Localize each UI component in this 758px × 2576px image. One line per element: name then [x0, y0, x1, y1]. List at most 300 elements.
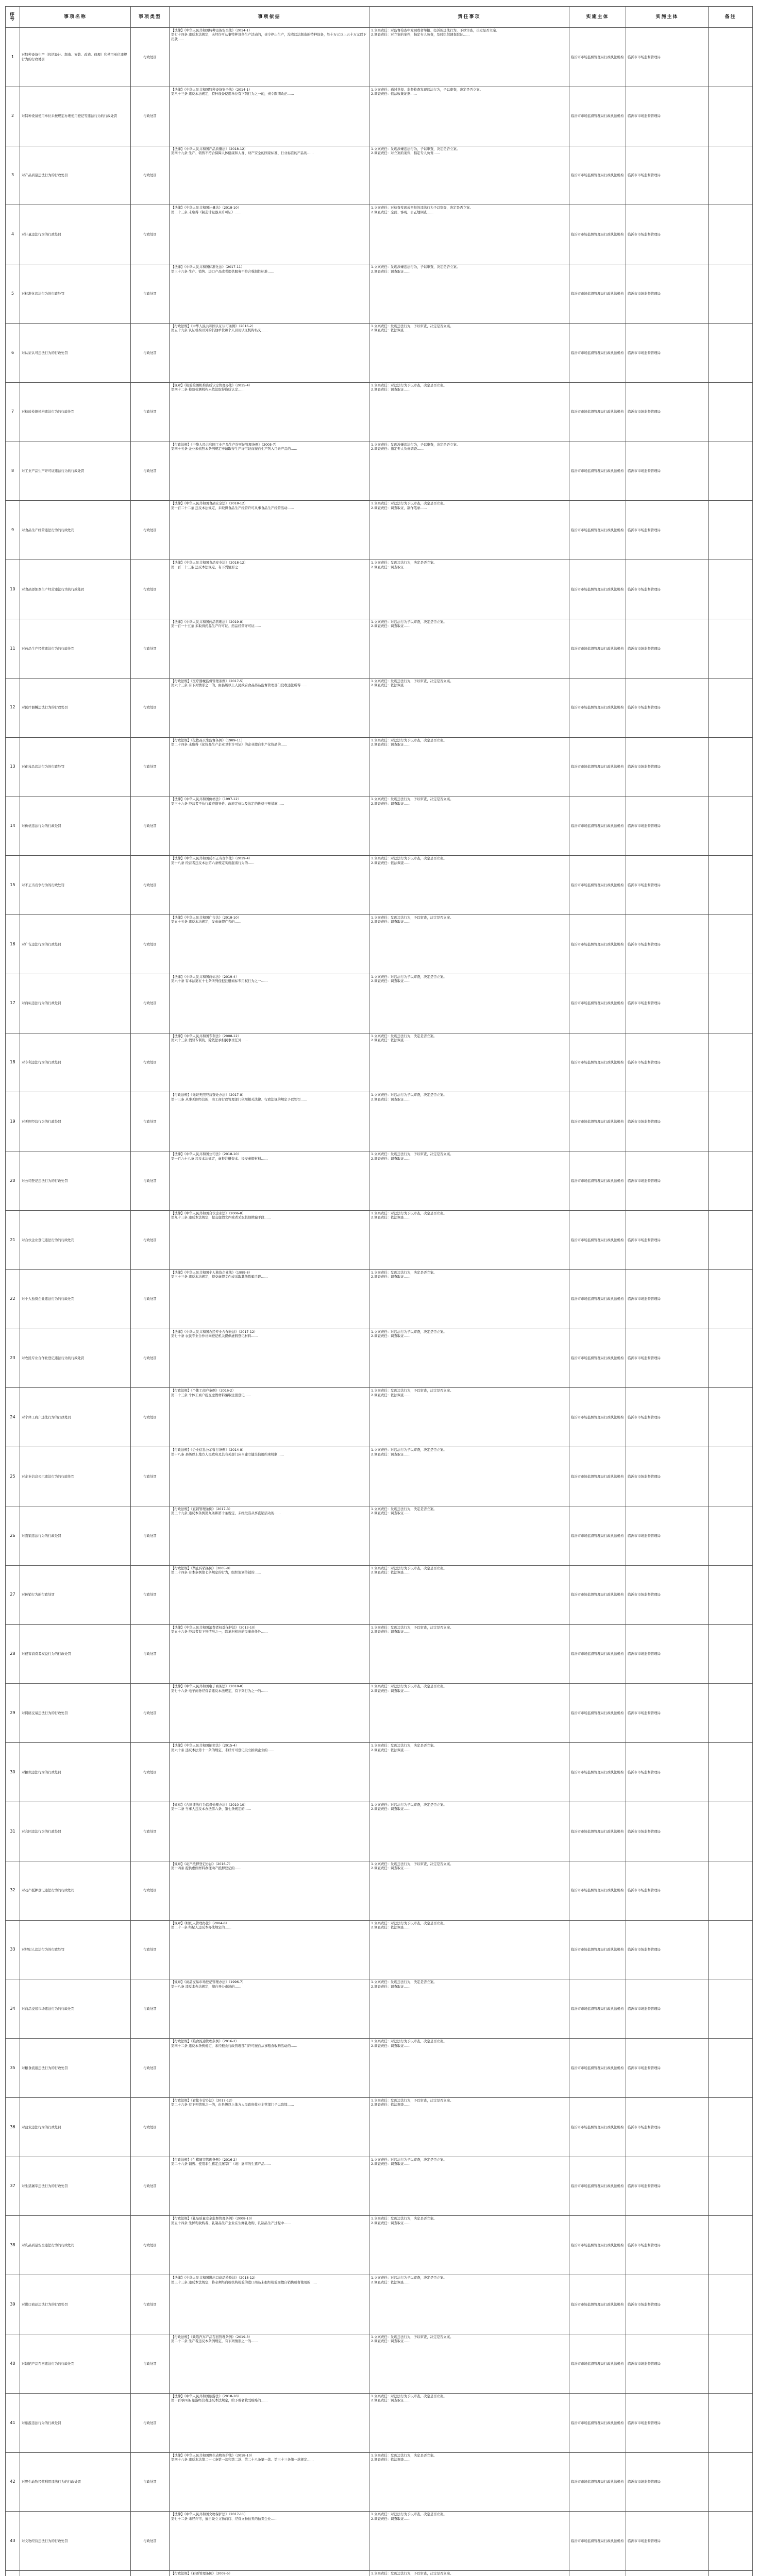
legal-basis: 【法律】《中华人民共和国计量法》（2018-10） 第二十三条 未取得《制造计量器具许可证》……: [170, 205, 369, 264]
item-name: 对标准化违法行为的行政处罚: [20, 264, 131, 324]
header-row: [6, 7, 753, 28]
row-index: 35: [6, 2039, 20, 2098]
department: 临沂市市场监督管理局: [626, 1565, 709, 1624]
responsibility-text: 1.立案责任：发现违法行为，予以审查，决定是否立案。 2.调查责任：依法调查……: [369, 678, 569, 737]
responsibility-text: 1.立案责任：通过举报、监督检查发现违法行为，予以审查，决定是否立案。 2.调查责任：依法收集证据……: [369, 87, 569, 146]
row-index: 19: [6, 1092, 20, 1151]
implementing-body: 临沂市市场监督管理局行政执法机构: [569, 1210, 626, 1269]
table-row: [6, 1329, 753, 1388]
implementing-body: 临沂市市场监督管理局行政执法机构: [569, 1151, 626, 1211]
remarks: [709, 442, 753, 501]
legal-basis: 【行政法规】《无证无照经营查处办法》（2017-8） 第十三条 从事无照经营的，由工商行政管理部门依照相关法律、行政法规的规定予以处罚……: [170, 1092, 369, 1151]
item-type: 行政处罚: [131, 560, 170, 619]
row-index: 13: [6, 737, 20, 796]
responsibility-text: 1.立案责任：发现违法行为，决定是否立案。 2.调查责任：依法调查……: [369, 1033, 569, 1092]
item-type: 行政处罚: [131, 2157, 170, 2216]
table-row: [6, 382, 753, 442]
remarks: [709, 2393, 753, 2452]
responsibility-text: 1.立案责任：对违法行为予以审查，决定是否立案。 2.调查责任：调查取证……: [369, 2512, 569, 2571]
department: 临沂市市场监督管理局: [626, 2275, 709, 2334]
implementing-body: 临沂市市场监督管理局行政执法机构: [569, 2452, 626, 2512]
department: 临沂市市场监督管理局: [626, 2334, 709, 2394]
implementing-body: 临沂市市场监督管理局行政执法机构: [569, 2216, 626, 2275]
remarks: [709, 1684, 753, 1743]
department: 临沂市市场监督管理局: [626, 796, 709, 856]
table-row: [6, 1979, 753, 2039]
responsibility-text: 1.立案责任：发现违法行为，决定是否立案。 2.调查责任：调查取证……: [369, 1506, 569, 1565]
row-index: 1: [6, 28, 20, 87]
legal-basis: 【规章】《合同违法行为监督处理办法》（2010-10） 第十二条 当事人违反本办法第六条、第七条规定的……: [170, 1802, 369, 1861]
responsibility-text: 1.立案责任：对违法行为予以审查，决定是否立案。 2.调查责任：调查取证……: [369, 1329, 569, 1388]
table-row: [6, 1861, 753, 1920]
responsibility-text: 1.立案责任：对违法行为予以审查，决定是否立案。 2.调查责任：依法调查……: [369, 856, 569, 915]
row-index: 30: [6, 1743, 20, 1802]
remarks: [709, 28, 753, 87]
header-type: 事项类型: [131, 7, 170, 28]
responsibility-text: 1.立案责任：发现违法行为，决定是否立案。 2.调查责任：依法调查……: [369, 1743, 569, 1802]
item-type: 行政处罚: [131, 1861, 170, 1920]
remarks: [709, 1210, 753, 1269]
item-name: 对公司登记违法行为的行政处罚: [20, 1151, 131, 1211]
remarks: [709, 1269, 753, 1329]
table-row: [6, 2039, 753, 2098]
row-index: 39: [6, 2275, 20, 2334]
item-type: 行政处罚: [131, 2275, 170, 2334]
item-name: 对网络交易违法行为的行政处罚: [20, 1684, 131, 1743]
item-name: [20, 2571, 131, 2576]
row-index: 17: [6, 974, 20, 1033]
responsibility-text: 1.立案责任：发现违法行为，决定是否立案。 2.调查责任：调查取证……: [369, 2216, 569, 2275]
item-name: 对医疗器械违法行为的行政处罚: [20, 678, 131, 737]
item-type: 行政处罚: [131, 1092, 170, 1151]
remarks: [709, 2275, 753, 2334]
legal-basis: 【法律】《中华人民共和国食品安全法》（2018-12） 第一百二十二条 违反本法规定，未取得食品生产经营许可从事食品生产经营活动……: [170, 501, 369, 560]
responsibility-text: 1.立案责任：发现涉嫌违法行为，予以审查，决定是否立案。 2.调查责任：指定专人负责调查……: [369, 442, 569, 501]
department: 临沂市市场监督管理局: [626, 501, 709, 560]
item-type: 行政处罚: [131, 323, 170, 382]
responsibility-text: 1.立案责任：对违法行为予以审查，决定是否立案。 2.调查责任：依法调查……: [369, 1565, 569, 1624]
implementing-body: 临沂市市场监督管理局行政执法机构: [569, 146, 626, 205]
department: 临沂市市场监督管理局: [626, 1743, 709, 1802]
table-row: [6, 2452, 753, 2512]
row-index: 33: [6, 1920, 20, 1979]
responsibility-text: 1.立案责任：对违法行为予以审查，决定是否立案。 2.调查责任：依法调查……: [369, 1210, 569, 1269]
item-name: 对个人独资企业违法行为的行政处罚: [20, 1269, 131, 1329]
implementing-body: 临沂市市场监督管理局行政执法机构: [569, 1684, 626, 1743]
responsibility-text: 1.立案责任：对违法行为予以审查，决定是否立案。 2.调查责任：调查取证……: [369, 2157, 569, 2216]
row-index: 41: [6, 2393, 20, 2452]
responsibility-text: 1.立案责任：发现违法行为，决定是否立案。 2.调查责任：调查取证……: [369, 1979, 569, 2039]
item-name: 对缺陷产品召回违法行为的行政处罚: [20, 2334, 131, 2394]
department: 临沂市市场监督管理局: [626, 323, 709, 382]
row-index: 3: [6, 146, 20, 205]
legal-basis: 【法律】《中华人民共和国拍卖法》（2015-4） 第六十条 违反本法第十一条的规定，未经许可登记设立拍卖企业的……: [170, 1743, 369, 1802]
remarks: [709, 914, 753, 974]
responsibility-text: 1.立案责任：发现违法行为，予以审查，决定是否立案。 2.调查责任：调查取证……: [369, 914, 569, 974]
table-row: [6, 205, 753, 264]
item-name: 对旅游违法行为的行政处罚: [20, 2393, 131, 2452]
legal-basis: 【行政法规】《乳品质量安全监督管理条例》（2008-10） 第五十四条 生鲜乳收购者、乳制品生产企业在生鲜乳收购、乳制品生产过程中……: [170, 2216, 369, 2275]
implementing-body: 临沂市市场监督管理局行政执法机构: [569, 2512, 626, 2571]
item-type: 行政处罚: [131, 1802, 170, 1861]
responsibility-text: 1.立案责任：发现违法行为，予以审查，决定是否立案。 2.调查责任：调查取证……: [369, 1151, 569, 1211]
table-row: [6, 1151, 753, 1211]
department: 临沂市市场监督管理局: [626, 1506, 709, 1565]
row-index: 42: [6, 2452, 20, 2512]
header-dept: 实施主体: [626, 7, 709, 28]
legal-basis: 【法律】《中华人民共和国消费者权益保护法》（2013-10） 第五十六条 经营者有下列情形之一，除承担相应的民事责任外……: [170, 1624, 369, 1684]
responsibility-text: 1.立案责任：对违法行为予以审查，决定是否立案。 2.调查责任：调查取证……: [369, 619, 569, 678]
remarks: [709, 1802, 753, 1861]
remarks: [709, 2216, 753, 2275]
item-name: 对特种设备生产（包括设计、制造、安装、改造、修理）和使用单位违规行为的行政处罚: [20, 28, 131, 87]
responsibility-text: 1.立案责任：发现违法行为，决定是否立案。 2.调查责任：调查取证……: [369, 1269, 569, 1329]
table-row: [6, 737, 753, 796]
department: 临沂市市场监督管理局: [626, 382, 709, 442]
legal-basis: 【行政法规】《禁止传销条例》（2005-8） 第二十四条 有本条例第七条规定的行为，组织策划传销的……: [170, 1565, 369, 1624]
item-type: 行政处罚: [131, 2452, 170, 2512]
table-row: [6, 1388, 753, 1447]
department: [626, 2571, 709, 2576]
remarks: [709, 1565, 753, 1624]
item-type: 行政处罚: [131, 1565, 170, 1624]
responsibility-text: 1.立案责任：对违法行为予以审查，决定是否立案。 2.调查责任：调查取证……: [369, 1684, 569, 1743]
legal-basis: 【规章】《经纪人管理办法》（2004-8） 第二十一条 经纪人违反本办法规定的……: [170, 1920, 369, 1979]
legal-basis: 【法律】《中华人民共和国产品质量法》（2018-12） 第四十九条 生产、销售不符合保障人体健康和人身、财产安全的国家标准、行业标准的产品的……: [170, 146, 369, 205]
enforcement-table: [5, 6, 753, 2576]
item-type: 行政处罚: [131, 678, 170, 737]
responsibility-text: 1.立案责任：发现违法行为，予以审查，决定是否立案。 2.调查责任：调查取证……: [369, 796, 569, 856]
item-name: 对经纪人违法行为的行政处罚: [20, 1920, 131, 1979]
department: 临沂市市场监督管理局: [626, 1151, 709, 1211]
department: 临沂市市场监督管理局: [626, 1802, 709, 1861]
table-row: [6, 1684, 753, 1743]
item-name: 对文物经营违法行为的行政处罚: [20, 2512, 131, 2571]
responsibility-text: 1.立案责任：对违法行为予以审查，决定是否立案。 2.调查责任：调查取证……: [369, 2393, 569, 2452]
item-type: 行政处罚: [131, 146, 170, 205]
legal-basis: 【法律】《中华人民共和国药品管理法》（2019-8） 第一百一十五条 未取得药品生产许可证、药品经营许可证……: [170, 619, 369, 678]
department: 临沂市市场监督管理局: [626, 28, 709, 87]
row-index: 15: [6, 856, 20, 915]
item-type: 行政处罚: [131, 796, 170, 856]
department: 临沂市市场监督管理局: [626, 1447, 709, 1506]
department: 临沂市市场监督管理局: [626, 264, 709, 324]
implementing-body: 临沂市市场监督管理局行政执法机构: [569, 1506, 626, 1565]
table-row: [6, 1269, 753, 1329]
implementing-body: 临沂市市场监督管理局行政执法机构: [569, 856, 626, 915]
responsibility-text: 1.立案责任：发现违法行为，予以审查，决定是否立案。 2.调查责任：依法调查……: [369, 2097, 569, 2157]
implementing-body: 临沂市市场监督管理局行政执法机构: [569, 501, 626, 560]
department: 临沂市市场监督管理局: [626, 619, 709, 678]
department: 临沂市市场监督管理局: [626, 1210, 709, 1269]
department: 临沂市市场监督管理局: [626, 146, 709, 205]
responsibility-text: 1.立案责任：对检查发现或举报的违法行为予以审查，决定是否立案。 2.调查责任：全面、客观、公正地调查……: [369, 205, 569, 264]
table-row: [6, 2393, 753, 2452]
responsibility-text: 1.立案责任：发现违法行为，予以审查，决定是否立案。 2.调查责任：调查取证……: [369, 1861, 569, 1920]
department: 临沂市市场监督管理局: [626, 2157, 709, 2216]
implementing-body: 临沂市市场监督管理局行政执法机构: [569, 382, 626, 442]
remarks: [709, 2157, 753, 2216]
responsibility-text: 1.立案责任：对违法行为予以审查，决定是否立案。 2.调查责任：调查取证，制作笔录……: [369, 501, 569, 560]
row-index: 18: [6, 1033, 20, 1092]
responsibility-text: 1.立案责任：对违法行为予以审查，决定是否立案。 2.调查责任：调查取证……: [369, 1802, 569, 1861]
header-idx: 序号: [6, 7, 20, 28]
implementing-body: 临沂市市场监督管理局行政执法机构: [569, 1624, 626, 1684]
item-type: [131, 2571, 170, 2576]
item-name: 对检验检测机构违法行为的行政处罚: [20, 382, 131, 442]
implementing-body: 临沂市市场监督管理局行政执法机构: [569, 1565, 626, 1624]
item-name: 对生猪屠宰违法行为的行政处罚: [20, 2157, 131, 2216]
item-name: 对商标违法行为的行政处罚: [20, 974, 131, 1033]
table-row: [6, 619, 753, 678]
legal-basis: 【行政法规】《化妆品卫生监督条例》（1989-11） 第二十四条 未取得《化妆品生产企业卫生许可证》的企业擅自生产化妆品的……: [170, 737, 369, 796]
remarks: [709, 146, 753, 205]
item-type: 行政处罚: [131, 737, 170, 796]
implementing-body: 临沂市市场监督管理局行政执法机构: [569, 264, 626, 324]
row-index: 21: [6, 1210, 20, 1269]
implementing-body: 临沂市市场监督管理局行政执法机构: [569, 1269, 626, 1329]
remarks: [709, 1920, 753, 1979]
remarks: [709, 323, 753, 382]
header-responsibility: 责任事项: [369, 7, 569, 28]
remarks: [709, 619, 753, 678]
implementing-body: [569, 2571, 626, 2576]
implementing-body: 临沂市市场监督管理局行政执法机构: [569, 1033, 626, 1092]
row-index: 31: [6, 1802, 20, 1861]
department: 临沂市市场监督管理局: [626, 1388, 709, 1447]
row-index: 22: [6, 1269, 20, 1329]
implementing-body: 临沂市市场监督管理局行政执法机构: [569, 442, 626, 501]
item-type: 行政处罚: [131, 2097, 170, 2157]
implementing-body: 临沂市市场监督管理局行政执法机构: [569, 560, 626, 619]
item-type: 行政处罚: [131, 1920, 170, 1979]
responsibility-text: 1.立案责任：对违法行为予以审查，决定是否立案。 2.调查责任：依法调查……: [369, 2275, 569, 2334]
legal-basis: 【行政法规】《食盐专营办法》（2017-12） 第二十六条 有下列情形之一的，由县级以上地方人民政府盐业主管部门予以取缔……: [170, 2097, 369, 2157]
row-index: 40: [6, 2334, 20, 2394]
legal-basis: 【法律】《中华人民共和国专利法》（2008-12） 第六十三条 假冒专利的，除依法承担民事责任外……: [170, 1033, 369, 1092]
table-row: [6, 323, 753, 382]
remarks: [709, 796, 753, 856]
department: 临沂市市场监督管理局: [626, 2452, 709, 2512]
item-name: 对合伙企业登记违法行为的行政处罚: [20, 1210, 131, 1269]
row-index: 24: [6, 1388, 20, 1447]
item-type: 行政处罚: [131, 1506, 170, 1565]
implementing-body: 临沂市市场监督管理局行政执法机构: [569, 914, 626, 974]
legal-basis: 【法律】《中华人民共和国特种设备安全法》（2014-1） 第八十三条 违反本法规定，特种设备使用单位有下列行为之一的，责令限期改正……: [170, 87, 369, 146]
item-type: 行政处罚: [131, 2334, 170, 2394]
item-type: 行政处罚: [131, 87, 170, 146]
item-type: 行政处罚: [131, 1624, 170, 1684]
responsibility-text: 1.立案责任：对违法行为予以审查，决定是否立案。 2.调查责任：依法调查……: [369, 1920, 569, 1979]
item-type: 行政处罚: [131, 2039, 170, 2098]
implementing-body: 临沂市市场监督管理局行政执法机构: [569, 1861, 626, 1920]
row-index: 4: [6, 205, 20, 264]
legal-basis: 【规章】《检验检测机构资质认定管理办法》（2015-4） 第四十二条 检验检测机构未依法取得资质认定……: [170, 382, 369, 442]
item-type: 行政处罚: [131, 974, 170, 1033]
item-name: 对粮食流通违法行为的行政处罚: [20, 2039, 131, 2098]
responsibility-text: 1.立案责任：发现违法行为，决定是否立案。 2.调查责任：调查取证……: [369, 560, 569, 619]
implementing-body: 临沂市市场监督管理局行政执法机构: [569, 323, 626, 382]
item-name: 对食品添加剂生产经营违法行为的行政处罚: [20, 560, 131, 619]
row-index: 38: [6, 2216, 20, 2275]
implementing-body: 临沂市市场监督管理局行政执法机构: [569, 1388, 626, 1447]
item-name: 对野生动物经营利用违法行为的行政处罚: [20, 2452, 131, 2512]
department: 临沂市市场监督管理局: [626, 1092, 709, 1151]
item-name: 对商品交易市场违法行为的行政处罚: [20, 1979, 131, 2039]
table-row: [6, 2571, 753, 2576]
row-index: 6: [6, 323, 20, 382]
remarks: [709, 2097, 753, 2157]
item-name: 对乳品质量安全违法行为的行政处罚: [20, 2216, 131, 2275]
item-name: 对化妆品违法行为的行政处罚: [20, 737, 131, 796]
table-row: [6, 678, 753, 737]
legal-basis: 【行政法规】《直销管理条例》（2017-3） 第三十九条 违反本条例第九条和第十条规定，未经批准从事直销活动的……: [170, 1506, 369, 1565]
item-name: 对专利违法行为的行政处罚: [20, 1033, 131, 1092]
item-name: 对侵害消费者权益行为的行政处罚: [20, 1624, 131, 1684]
table-row: [6, 560, 753, 619]
table-row: [6, 1506, 753, 1565]
item-name: 对进口商品违法行为的行政处罚: [20, 2275, 131, 2334]
item-name: 对认证认可违法行为的行政处罚: [20, 323, 131, 382]
department: 临沂市市场监督管理局: [626, 1684, 709, 1743]
department: 临沂市市场监督管理局: [626, 1861, 709, 1920]
remarks: [709, 1092, 753, 1151]
item-name: 对食品生产经营违法行为的行政处罚: [20, 501, 131, 560]
row-index: 28: [6, 1624, 20, 1684]
item-name: 对直销违法行为的行政处罚: [20, 1506, 131, 1565]
legal-basis: 【规章】《动产抵押登记办法》（2016-7） 第十四条 提供虚假材料办理动产抵押登记的……: [170, 1861, 369, 1920]
row-index: 43: [6, 2512, 20, 2571]
legal-basis: 【行政法规】《缺陷汽车产品召回管理条例》（2019-3） 第二十二条 生产者违反本条例规定，有下列情形之一的……: [170, 2334, 369, 2394]
legal-basis: 【法律】《中华人民共和国特种设备安全法》（2014-1） 第七十四条 违反本法规定，未经许可从事特种设备生产活动的，责令停止生产，没收违法制造的特种设备，处十万元以上五十万元以下罚款……: [170, 28, 369, 87]
department: 临沂市市场监督管理局: [626, 560, 709, 619]
table-row: [6, 1624, 753, 1684]
item-name: 对广告违法行为的行政处罚: [20, 914, 131, 974]
department: 临沂市市场监督管理局: [626, 205, 709, 264]
row-index: 29: [6, 1684, 20, 1743]
implementing-body: 临沂市市场监督管理局行政执法机构: [569, 1447, 626, 1506]
responsibility-text: 1.立案责任：对违法行为予以审查，决定是否立案。 2.调查责任：调查取证……: [369, 2039, 569, 2098]
responsibility-text: 1.立案责任：发现违法行为，予以审查，决定是否立案。 2.调查责任：调查取证……: [369, 2334, 569, 2394]
row-index: 7: [6, 382, 20, 442]
legal-basis: 【规章】《商品交易市场登记管理办法》（1996-7） 第十八条 违反本办法规定，擅自开办市场的……: [170, 1979, 369, 2039]
table-row: [6, 2512, 753, 2571]
remarks: [709, 1151, 753, 1211]
legal-basis: 【行政法规】《企业信息公示暂行条例》（2014-8） 第十八条 县级以上地方人民政府及其有关部门应当建立健全信用约束机制……: [170, 1447, 369, 1506]
remarks: [709, 1979, 753, 2039]
responsibility-text: 1.立案责任：发现违法行为，予以审查，决定是否立案。 2.调查责任：依法调查……: [369, 323, 569, 382]
item-name: 对特种设备使用单位未按规定办理使用登记等违法行为的行政处罚: [20, 87, 131, 146]
row-index: 27: [6, 1565, 20, 1624]
row-index: 2: [6, 87, 20, 146]
table-row: [6, 1033, 753, 1092]
item-type: 行政处罚: [131, 2216, 170, 2275]
row-index: 16: [6, 914, 20, 974]
item-type: 行政处罚: [131, 1447, 170, 1506]
responsibility-text: 1.立案责任：对违法行为予以审查，决定是否立案。 2.调查责任：调查取证……: [369, 974, 569, 1033]
item-name: 对盐业违法行为的行政处罚: [20, 2097, 131, 2157]
implementing-body: 临沂市市场监督管理局行政执法机构: [569, 1092, 626, 1151]
table-row: [6, 1802, 753, 1861]
responsibility-text: 1.立案责任：对违法行为予以审查，决定是否立案。 2.调查责任：调查取证……: [369, 1092, 569, 1151]
item-type: 行政处罚: [131, 1388, 170, 1447]
table-row: [6, 1092, 753, 1151]
item-name: 对合同违法行为的行政处罚: [20, 1802, 131, 1861]
legal-basis: 【行政法规】《粮食流通管理条例》（2016-2） 第四十二条 违反本条例规定，未经粮食行政管理部门许可擅自从事粮食收购活动的……: [170, 2039, 369, 2098]
remarks: [709, 1861, 753, 1920]
remarks: [709, 1624, 753, 1684]
row-index: 36: [6, 2097, 20, 2157]
remarks: [709, 1329, 753, 1388]
row-index: 20: [6, 1151, 20, 1211]
remarks: [709, 1388, 753, 1447]
item-name: 对不正当竞争行为的行政处罚: [20, 856, 131, 915]
table-row: [6, 796, 753, 856]
item-name: 对拍卖违法行为的行政处罚: [20, 1743, 131, 1802]
legal-basis: 【行政法规】《生猪屠宰管理条例》（2016-2） 第二十八条 销售、使用非生猪定点屠宰厂（场）屠宰的生猪产品……: [170, 2157, 369, 2216]
implementing-body: 临沂市市场监督管理局行政执法机构: [569, 205, 626, 264]
table-row: [6, 28, 753, 87]
table-row: [6, 1210, 753, 1269]
remarks: [709, 856, 753, 915]
remarks: [709, 2571, 753, 2576]
legal-basis: 【行政法规】《中华人民共和国工业产品生产许可证管理条例》（2005-7） 第四十五条 企业未依照本条例规定申请取得生产许可证而擅自生产列入目录产品的……: [170, 442, 369, 501]
legal-basis: 【法律】《中华人民共和国野生动物保护法》（2018-10） 第四十八条 违反本法第二十七条第一款和第二款、第二十八条第一款、第三十三条第一款规定……: [170, 2452, 369, 2512]
implementing-body: 临沂市市场监督管理局行政执法机构: [569, 678, 626, 737]
item-type: 行政处罚: [131, 1979, 170, 2039]
remarks: [709, 1506, 753, 1565]
remarks: [709, 560, 753, 619]
row-index: 11: [6, 619, 20, 678]
implementing-body: 临沂市市场监督管理局行政执法机构: [569, 28, 626, 87]
department: 临沂市市场监督管理局: [626, 1979, 709, 2039]
implementing-body: 临沂市市场监督管理局行政执法机构: [569, 796, 626, 856]
row-index: 32: [6, 1861, 20, 1920]
item-name: 对企业信息公示违法行为的行政处罚: [20, 1447, 131, 1506]
item-type: 行政处罚: [131, 2393, 170, 2452]
legal-basis: 【法律】《中华人民共和国文物保护法》（2017-11） 第七十二条 未经许可，擅自设立文物商店、经营文物拍卖的拍卖企业……: [170, 2512, 369, 2571]
item-name: 对动产抵押登记违法行为的行政处罚: [20, 1861, 131, 1920]
remarks: [709, 737, 753, 796]
remarks: [709, 2039, 753, 2098]
item-name: 对无照经营行为的行政处罚: [20, 1092, 131, 1151]
remarks: [709, 264, 753, 324]
department: 临沂市市场监督管理局: [626, 1329, 709, 1388]
department: 临沂市市场监督管理局: [626, 1269, 709, 1329]
row-index: 12: [6, 678, 20, 737]
table-row: [6, 501, 753, 560]
responsibility-text: 1.立案责任：对违法行为予以审查，决定是否立案。 2.调查责任：调查取证……: [369, 737, 569, 796]
department: 临沂市市场监督管理局: [626, 2512, 709, 2571]
table-row: [6, 1565, 753, 1624]
implementing-body: 临沂市市场监督管理局行政执法机构: [569, 87, 626, 146]
header-note: 备注: [709, 7, 753, 28]
row-index: 14: [6, 796, 20, 856]
item-type: 行政处罚: [131, 442, 170, 501]
table-row: [6, 974, 753, 1033]
item-name: 对价格违法行为的行政处罚: [20, 796, 131, 856]
legal-basis: 【法律】《中华人民共和国广告法》（2018-10） 第五十五条 违反本法规定，发布虚假广告的……: [170, 914, 369, 974]
row-index: 26: [6, 1506, 20, 1565]
implementing-body: 临沂市市场监督管理局行政执法机构: [569, 619, 626, 678]
table-row: [6, 1743, 753, 1802]
remarks: [709, 501, 753, 560]
legal-basis: 【法律】《中华人民共和国进出口商品检验法》（2018-12） 第三十三条 违反本法规定，将必须经商检机构检验的进口商品未报经检验而擅自销售或者使用的……: [170, 2275, 369, 2334]
responsibility-text: 1.立案责任：对监督检查中发现或者举报、投诉的违法行为，予以审查，决定是否立案。 2.调查责任：对立案的案件，指定专人负责，及时组织调查取证……: [369, 28, 569, 87]
item-type: 行政处罚: [131, 1269, 170, 1329]
remarks: [709, 1743, 753, 1802]
item-type: 行政处罚: [131, 619, 170, 678]
